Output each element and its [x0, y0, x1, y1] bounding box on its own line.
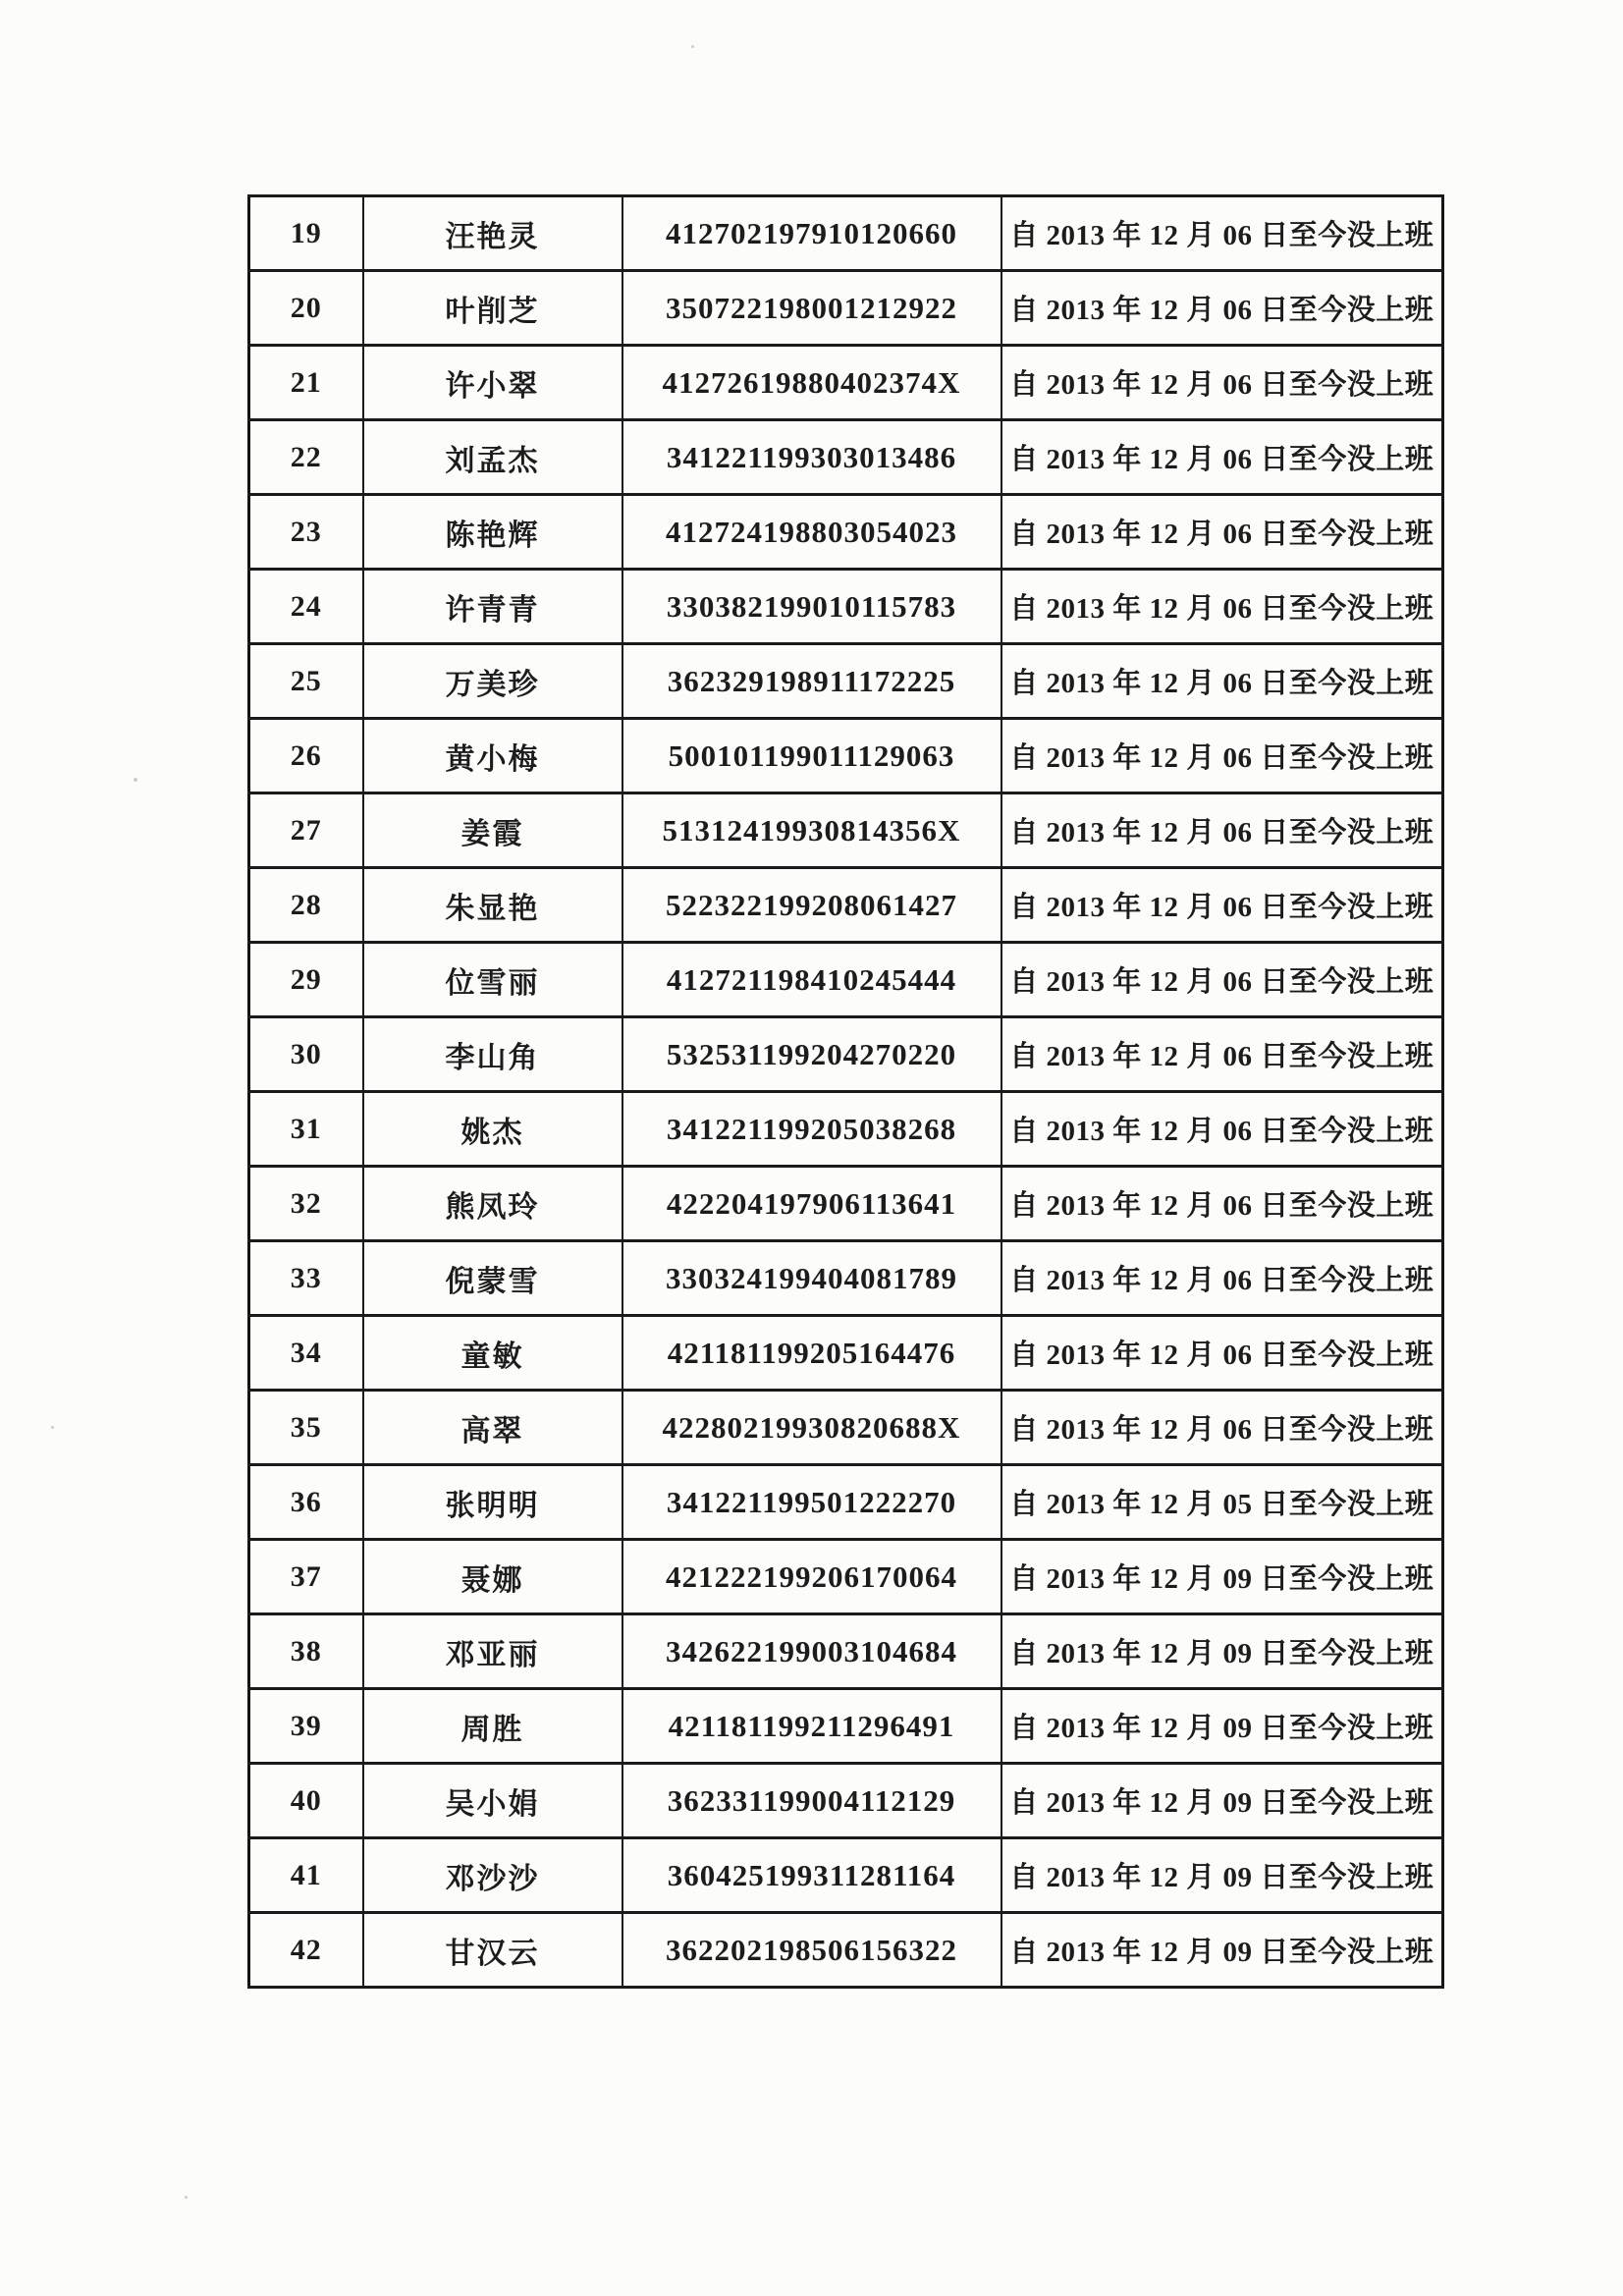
row-index-cell: 41: [249, 1838, 363, 1913]
absence-status-cell: 自 2013 年 12 月 09 日至今没上班: [1001, 1764, 1443, 1838]
scan-speck: [185, 2196, 188, 2199]
id-number-cell: 360425199311281164: [622, 1838, 1001, 1913]
id-number-cell: 51312419930814356X: [622, 793, 1001, 868]
row-index-cell: 37: [249, 1540, 363, 1614]
table-row: [249, 644, 1443, 719]
table-row: [249, 1838, 1443, 1913]
row-index-cell: 28: [249, 868, 363, 943]
table-row: [249, 1764, 1443, 1838]
id-number-cell: 421181199205164476: [622, 1316, 1001, 1391]
id-number-cell: 522322199208061427: [622, 868, 1001, 943]
row-index-cell: 36: [249, 1465, 363, 1540]
row-index-cell: 29: [249, 943, 363, 1017]
id-number-cell: 330324199404081789: [622, 1241, 1001, 1316]
id-number-cell: 41272619880402374X: [622, 346, 1001, 420]
absence-status-cell: 自 2013 年 12 月 06 日至今没上班: [1001, 1092, 1443, 1167]
employee-name-cell: 熊凤玲: [363, 1167, 622, 1241]
absence-status-cell: 自 2013 年 12 月 09 日至今没上班: [1001, 1689, 1443, 1764]
employee-name-cell: 陈艳辉: [363, 495, 622, 570]
employee-name-cell: 汪艳灵: [363, 196, 622, 271]
employee-name-cell: 刘孟杰: [363, 420, 622, 495]
row-index-cell: 27: [249, 793, 363, 868]
absence-status-cell: 自 2013 年 12 月 06 日至今没上班: [1001, 196, 1443, 271]
row-index-cell: 19: [249, 196, 363, 271]
table-row: [249, 196, 1443, 271]
employee-name-cell: 邓亚丽: [363, 1614, 622, 1689]
table-row: [249, 271, 1443, 346]
employee-name-cell: 许青青: [363, 570, 622, 644]
absence-status-cell: 自 2013 年 12 月 06 日至今没上班: [1001, 271, 1443, 346]
absence-status-cell: 自 2013 年 12 月 06 日至今没上班: [1001, 719, 1443, 793]
table-row: [249, 1017, 1443, 1092]
row-index-cell: 23: [249, 495, 363, 570]
table-body: [249, 196, 1443, 1988]
employee-name-cell: 倪蒙雪: [363, 1241, 622, 1316]
row-index-cell: 34: [249, 1316, 363, 1391]
absence-status-cell: 自 2013 年 12 月 06 日至今没上班: [1001, 495, 1443, 570]
id-number-cell: 342622199003104684: [622, 1614, 1001, 1689]
row-index-cell: 38: [249, 1614, 363, 1689]
employee-name-cell: 邓沙沙: [363, 1838, 622, 1913]
table-row: [249, 1167, 1443, 1241]
scan-speck: [51, 1426, 54, 1429]
row-index-cell: 42: [249, 1913, 363, 1988]
table-row: [249, 1913, 1443, 1988]
absence-status-cell: 自 2013 年 12 月 06 日至今没上班: [1001, 1017, 1443, 1092]
employee-name-cell: 黄小梅: [363, 719, 622, 793]
absence-status-cell: 自 2013 年 12 月 06 日至今没上班: [1001, 1167, 1443, 1241]
employee-name-cell: 张明明: [363, 1465, 622, 1540]
table-row: [249, 1391, 1443, 1465]
id-number-cell: 341221199303013486: [622, 420, 1001, 495]
employee-name-cell: 许小翠: [363, 346, 622, 420]
row-index-cell: 24: [249, 570, 363, 644]
row-index-cell: 26: [249, 719, 363, 793]
absence-status-cell: 自 2013 年 12 月 06 日至今没上班: [1001, 943, 1443, 1017]
employee-name-cell: 姜霞: [363, 793, 622, 868]
absence-status-cell: 自 2013 年 12 月 09 日至今没上班: [1001, 1838, 1443, 1913]
absence-status-cell: 自 2013 年 12 月 06 日至今没上班: [1001, 346, 1443, 420]
id-number-cell: 412724198803054023: [622, 495, 1001, 570]
table-row: [249, 1614, 1443, 1689]
row-index-cell: 25: [249, 644, 363, 719]
id-number-cell: 421181199211296491: [622, 1689, 1001, 1764]
absence-status-cell: 自 2013 年 12 月 06 日至今没上班: [1001, 1241, 1443, 1316]
id-number-cell: 350722198001212922: [622, 271, 1001, 346]
id-number-cell: 330382199010115783: [622, 570, 1001, 644]
absence-status-cell: 自 2013 年 12 月 06 日至今没上班: [1001, 1391, 1443, 1465]
absence-status-cell: 自 2013 年 12 月 06 日至今没上班: [1001, 793, 1443, 868]
employee-name-cell: 高翠: [363, 1391, 622, 1465]
row-index-cell: 30: [249, 1017, 363, 1092]
table-row: [249, 570, 1443, 644]
row-index-cell: 31: [249, 1092, 363, 1167]
id-number-cell: 421222199206170064: [622, 1540, 1001, 1614]
employee-name-cell: 聂娜: [363, 1540, 622, 1614]
employee-name-cell: 吴小娟: [363, 1764, 622, 1838]
table-row: [249, 1316, 1443, 1391]
table-row: [249, 1540, 1443, 1614]
absence-status-cell: 自 2013 年 12 月 06 日至今没上班: [1001, 868, 1443, 943]
row-index-cell: 20: [249, 271, 363, 346]
table-row: [249, 495, 1443, 570]
employee-name-cell: 万美珍: [363, 644, 622, 719]
scan-speck: [691, 45, 694, 48]
row-index-cell: 33: [249, 1241, 363, 1316]
employee-name-cell: 周胜: [363, 1689, 622, 1764]
table-row: [249, 1465, 1443, 1540]
employee-name-cell: 姚杰: [363, 1092, 622, 1167]
employee-name-cell: 甘汉云: [363, 1913, 622, 1988]
employee-name-cell: 李山角: [363, 1017, 622, 1092]
id-number-cell: 532531199204270220: [622, 1017, 1001, 1092]
row-index-cell: 40: [249, 1764, 363, 1838]
table-row: [249, 943, 1443, 1017]
table-row: [249, 1689, 1443, 1764]
table-row: [249, 793, 1443, 868]
absence-roster-table: [247, 194, 1444, 1989]
absence-status-cell: 自 2013 年 12 月 06 日至今没上班: [1001, 420, 1443, 495]
absence-status-cell: 自 2013 年 12 月 09 日至今没上班: [1001, 1614, 1443, 1689]
id-number-cell: 412721198410245444: [622, 943, 1001, 1017]
row-index-cell: 39: [249, 1689, 363, 1764]
id-number-cell: 362331199004112129: [622, 1764, 1001, 1838]
id-number-cell: 341221199501222270: [622, 1465, 1001, 1540]
id-number-cell: 42280219930820688X: [622, 1391, 1001, 1465]
row-index-cell: 21: [249, 346, 363, 420]
row-index-cell: 35: [249, 1391, 363, 1465]
id-number-cell: 362202198506156322: [622, 1913, 1001, 1988]
table-row: [249, 420, 1443, 495]
row-index-cell: 32: [249, 1167, 363, 1241]
employee-name-cell: 童敏: [363, 1316, 622, 1391]
employee-name-cell: 位雪丽: [363, 943, 622, 1017]
employee-name-cell: 朱显艳: [363, 868, 622, 943]
table-row: [249, 1241, 1443, 1316]
absence-status-cell: 自 2013 年 12 月 05 日至今没上班: [1001, 1465, 1443, 1540]
absence-status-cell: 自 2013 年 12 月 06 日至今没上班: [1001, 570, 1443, 644]
table-row: [249, 719, 1443, 793]
absence-status-cell: 自 2013 年 12 月 09 日至今没上班: [1001, 1913, 1443, 1988]
scan-speck: [134, 778, 137, 782]
id-number-cell: 341221199205038268: [622, 1092, 1001, 1167]
employee-name-cell: 叶削芝: [363, 271, 622, 346]
id-number-cell: 362329198911172225: [622, 644, 1001, 719]
absence-status-cell: 自 2013 年 12 月 06 日至今没上班: [1001, 644, 1443, 719]
id-number-cell: 412702197910120660: [622, 196, 1001, 271]
id-number-cell: 422204197906113641: [622, 1167, 1001, 1241]
row-index-cell: 22: [249, 420, 363, 495]
absence-status-cell: 自 2013 年 12 月 09 日至今没上班: [1001, 1540, 1443, 1614]
id-number-cell: 500101199011129063: [622, 719, 1001, 793]
table-row: [249, 1092, 1443, 1167]
absence-status-cell: 自 2013 年 12 月 06 日至今没上班: [1001, 1316, 1443, 1391]
table-row: [249, 868, 1443, 943]
table-row: [249, 346, 1443, 420]
